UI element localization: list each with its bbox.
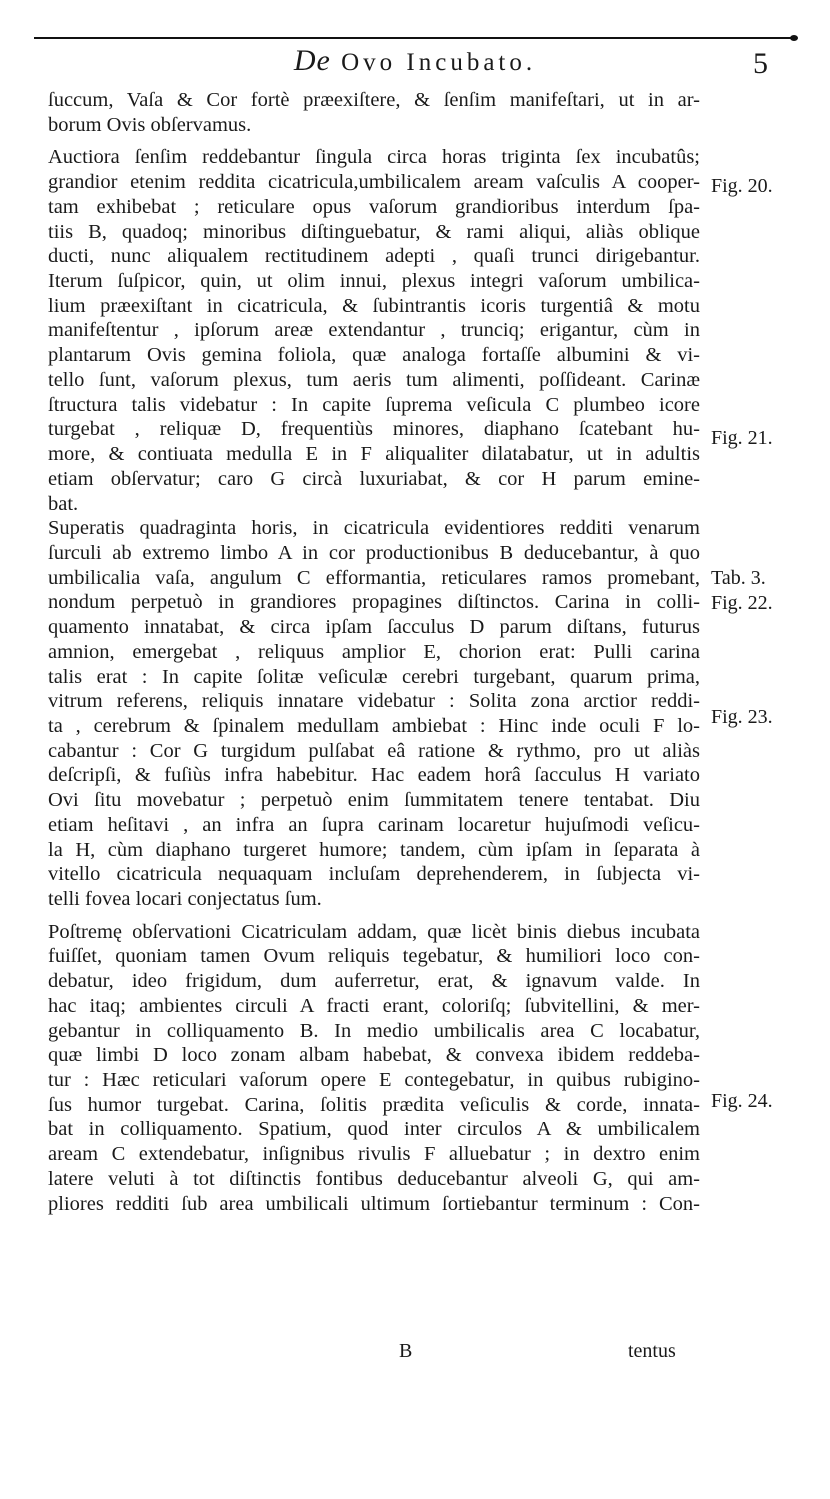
signature-mark: B <box>399 1340 413 1362</box>
text-line: ſus humor turgebat. Carina, ſolitis prædita veſiculis & corde, innata- <box>48 1093 700 1116</box>
text-line <box>48 1216 700 1241</box>
text-line: tam exhibebat ; reticulare opus vaſorum grandioribus interdum ſpa- <box>48 195 700 218</box>
text-line: Ovi ſitu movebatur ; perpetuò enim ſummitatem tenere tentabat. Diu <box>48 789 700 812</box>
text-line: ſuccum, Vaſa & Cor fortè præexiſtere, & ſenſim manifeſtari, ut in ar- <box>48 89 700 111</box>
text-line: hac itaq; ambientes circuli A fracti erant, coloriſq; ſubvitellini, & mer- <box>48 994 700 1017</box>
text-line: talis erat : In capite ſolitæ veſiculæ cerebri turgebant, quarum prima, <box>48 665 700 688</box>
text-line: tur : Hæc reticulari vaſorum opere E contegebatur, in quibus rubigino- <box>48 1069 700 1092</box>
title-rest: Ovo Incubato. <box>341 49 537 76</box>
text-line: ſurculi ab extremo limbo A in cor productionibus B deducebantur, à quo <box>48 541 700 564</box>
text-line: more, & contiuata medulla E in F aliqualiter dilatabatur, ut in adultis <box>48 443 700 466</box>
text-line: manifeſtentur , ipſorum areæ extendantur , trunciq; erigantur, cùm in <box>48 319 700 342</box>
header-rule <box>34 37 794 39</box>
running-head <box>0 44 830 84</box>
text-line: tiis B, quadoq; minoribus diſtinguebatur, & rami aliqui, aliàs oblique <box>48 220 700 243</box>
text-line: umbilicalia vaſa, angulum C efformantia, reticulares ramos promebant, <box>48 566 700 589</box>
page-title <box>0 44 830 78</box>
margin-note-fig23: Fig. 23. <box>711 706 773 728</box>
text-line: cabantur : Cor G turgidum pulſabat eâ ratione & rythmo, pro ut aliàs <box>48 739 700 762</box>
text-line: tello ſunt, vaſorum plexus, tum aeris tum alimenti, poſſideant. Carinæ <box>48 368 700 391</box>
text-line: telli fovea locari conjectatus ſum. <box>48 888 322 910</box>
text-line: fuiſſet, quoniam tamen Ovum reliquis tegebatur, & humiliori loco con- <box>48 945 700 968</box>
margin-note-fig21: Fig. 21. <box>711 427 773 449</box>
text-line: ducti, nunc aliqualem rectitudinem adepti , quaſi trunci dirigebantur. <box>48 245 700 268</box>
text-line: amnion, emergebat , reliquus amplior E, chorion erat: Pulli carina <box>48 640 700 663</box>
text-line: bat in colliquamento. Spatium, quod inter circulos A & umbilicalem <box>48 1118 700 1141</box>
title-de: De <box>293 44 331 77</box>
text-line: turgebat , reliquæ D, frequentiùs minores, diaphano ſcatebant hu- <box>48 418 700 441</box>
text-line: aream C extendebatur, inſignibus rivulis F alluebatur ; in dextro enim <box>48 1143 700 1166</box>
page-number: 5 <box>753 47 768 80</box>
text-line: gebantur in colliquamento B. In medio umbilicalis area C locabatur, <box>48 1019 700 1042</box>
catchword: tentus <box>628 1340 676 1362</box>
text-line: bat. <box>48 492 79 515</box>
text-line: etiam heſitavi , an infra an ſupra carinam locaretur hujuſmodi veſicu- <box>48 813 700 836</box>
body-text <box>48 88 700 1241</box>
text-line: ta , cerebrum & ſpinalem medullam ambiebat : Hinc inde oculi F lo- <box>48 714 700 737</box>
text-line: latere veluti à tot diſtinctis fontibus deducebantur alveoli G, qui am- <box>48 1167 700 1190</box>
text-line: vitrum referens, reliquis innatare videbatur : Solita zona arctior reddi- <box>48 690 700 713</box>
text-line: la H, cùm diaphano turgeret humore; tandem, cùm ipſam in ſeparata à <box>48 838 700 861</box>
text-line: grandior etenim reddita cicatricula,umbilicalem aream vaſculis A cooper- <box>48 171 700 194</box>
margin-note-fig20: Fig. 20. <box>711 175 773 197</box>
text-line: pliores redditi ſub area umbilicali ultimum ſortiebantur terminum : Con- <box>48 1192 700 1215</box>
text-line: borum Ovis obſervamus. <box>48 113 252 136</box>
text-line: vitello cicatricula nequaquam incluſam deprehenderem, in ſubjecta vi- <box>48 863 700 886</box>
margin-note-tab3: Tab. 3. <box>711 567 766 589</box>
text-line: Auctiora ſenſim reddebantur ſingula circa horas triginta ſex incubatûs; <box>48 146 700 169</box>
text-line: Iterum ſuſpicor, quin, ut olim innui, plexus integri vaſorum umbilica- <box>48 270 700 293</box>
text-line: quamento innatabat, & circa ipſam ſacculus D parum diſtans, futurus <box>48 616 700 639</box>
text-line: nondum perpetuò in grandiores propagines diſtinctos. Carina in colli- <box>48 591 700 614</box>
text-line: lium præexiſtant in cicatricula, & ſubintrantis icoris turgentiâ & motu <box>48 294 700 317</box>
text-line: Superatis quadraginta horis, in cicatricula evidentiores redditi venarum <box>48 517 700 540</box>
text-line: quæ limbi D loco zonam albam habebat, & convexa ibidem reddeba- <box>48 1044 700 1067</box>
text-line: etiam obſervatur; caro G circà luxuriabat, & cor H parum emine- <box>48 467 700 490</box>
text-line: deſcripſi, & fuſiùs infra habebitur. Hac eadem horâ ſacculus H variato <box>48 764 700 787</box>
text-line: plantarum Ovis gemina foliola, quæ analoga fortaſſe albumini & vi- <box>48 344 700 367</box>
margin-note-fig22: Fig. 22. <box>711 592 773 614</box>
text-line: debatur, ideo frigidum, dum auferretur, erat, & ignavum valde. In <box>48 970 700 993</box>
text-line: Poſtremę obſervationi Cicatriculam addam, quæ licèt binis diebus incubata <box>48 920 700 943</box>
text-line: ſtructura talis videbatur : In capite ſuprema veſicula C plumbeo icore <box>48 393 700 416</box>
margin-note-fig24: Fig. 24. <box>711 1090 773 1112</box>
